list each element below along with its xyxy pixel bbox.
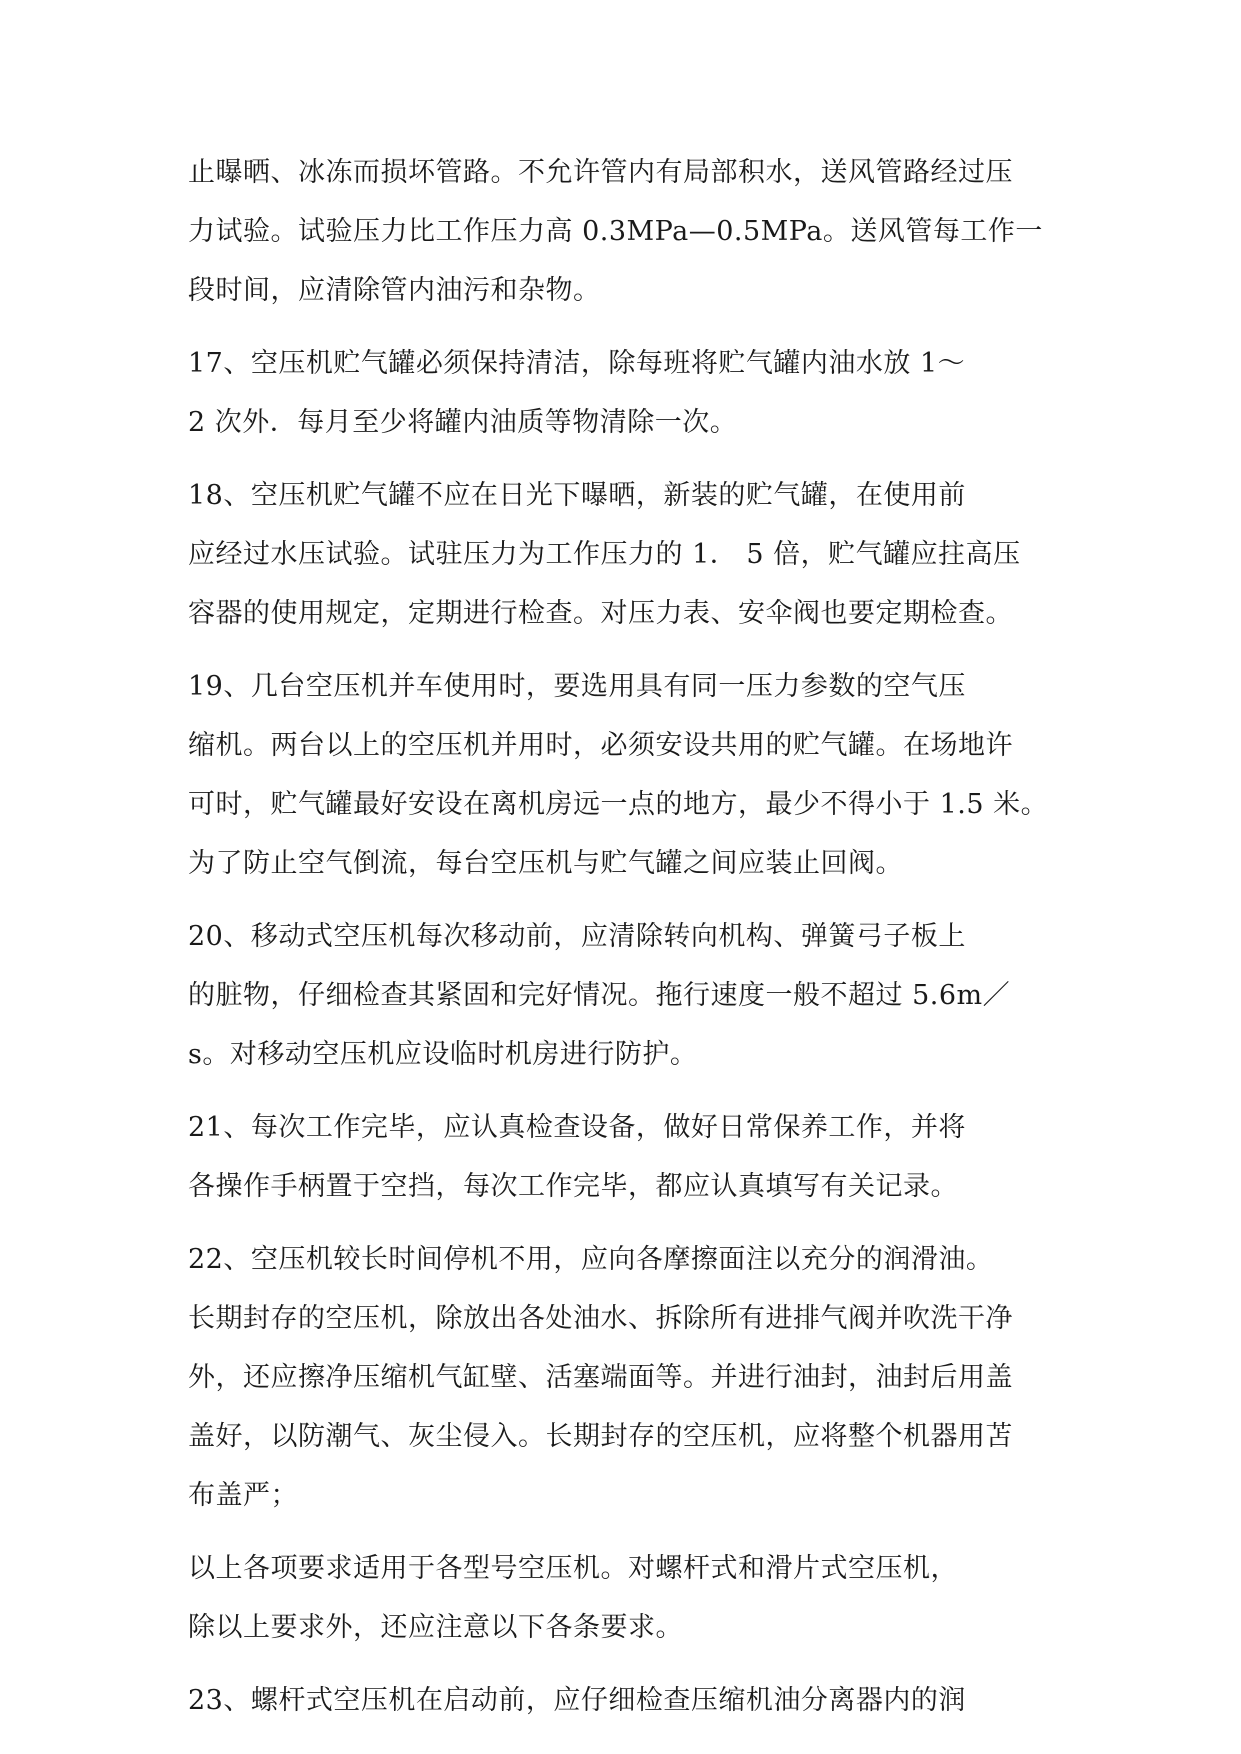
text-line: 盖好，以防潮气、灰尘侵入。长期封存的空压机，应将整个机器用苫: [188, 1421, 1013, 1452]
text-line: 应经过水压试验。试驻压力为工作压力的 1． 5 倍，贮气罐应拄高压: [188, 539, 1021, 570]
text-line: 19、几台空压机并车使用时，要选用具有同一压力参数的空气压: [188, 671, 966, 702]
text-line: 18、空压机贮气罐不应在日光下曝晒，新装的贮气罐，在使用前: [188, 480, 966, 511]
text-line: 段时间，应清除管内油污和杂物。: [188, 275, 601, 306]
text-line: 为了防止空气倒流，每台空压机与贮气罐之间应装止回阀。: [188, 848, 903, 879]
text-line: 各操作手柄置于空挡，每次工作完毕，都应认真填写有关记录。: [188, 1171, 958, 1202]
text-line: 布盖严；: [188, 1480, 298, 1511]
document-body: [188, 143, 1054, 1730]
text-line: 20、移动式空压机每次移动前，应清除转向机构、弹簧弓子板上: [188, 921, 966, 952]
text-line: 容器的使用规定，定期进行检查。对压力表、安伞阀也要定期检查。: [188, 598, 1013, 629]
text-line: 止曝晒、冰冻而损坏管路。不允许管内有局部积水，送风管路经过压: [188, 157, 1013, 188]
text-line: 外，还应擦净压缩机气缸壁、活塞端面等。并进行油封，油封后用盖: [188, 1362, 1013, 1393]
text-line: 力试验。试验压力比工作压力高 0.3MPa—0.5MPa。送风管每工作一: [188, 216, 1043, 247]
text-line: 可时，贮气罐最好安设在离机房远一点的地方，最少不得小于 1.5 米。: [188, 789, 1049, 820]
text-line: 除以上要求外，还应注意以下各条要求。: [188, 1612, 683, 1643]
text-line: 21、每次工作完毕，应认真检查设备，做好日常保养工作，并将: [188, 1112, 966, 1143]
text-line: 2 次外．每月至少将罐内油质等物清除一次。: [188, 407, 738, 438]
text-line: 缩机。两台以上的空压机并用时，必须安设共用的贮气罐。在场地许: [188, 730, 1013, 761]
text-line: 23、螺杆式空压机在启动前，应仔细检查压缩机油分离器内的润: [188, 1685, 966, 1716]
text-line: 长期封存的空压机，除放出各处油水、拆除所有进排气阀并吹洗干净: [188, 1303, 1013, 1334]
text-line: 17、空压机贮气罐必须保持清洁，除每班将贮气罐内油水放 1～: [188, 348, 966, 379]
text-line: 以上各项要求适用于各型号空压机。对螺杆式和滑片式空压机，: [188, 1553, 958, 1584]
text-line: 的脏物，仔细检查其紧固和完好情况。拖行速度一般不超过 5.6m／: [188, 980, 1011, 1011]
text-line: 22、空压机较长时间停机不用，应向各摩擦面注以充分的润滑油。: [188, 1244, 994, 1275]
text-line: s。对移动空压机应设临时机房进行防护。: [188, 1039, 698, 1070]
